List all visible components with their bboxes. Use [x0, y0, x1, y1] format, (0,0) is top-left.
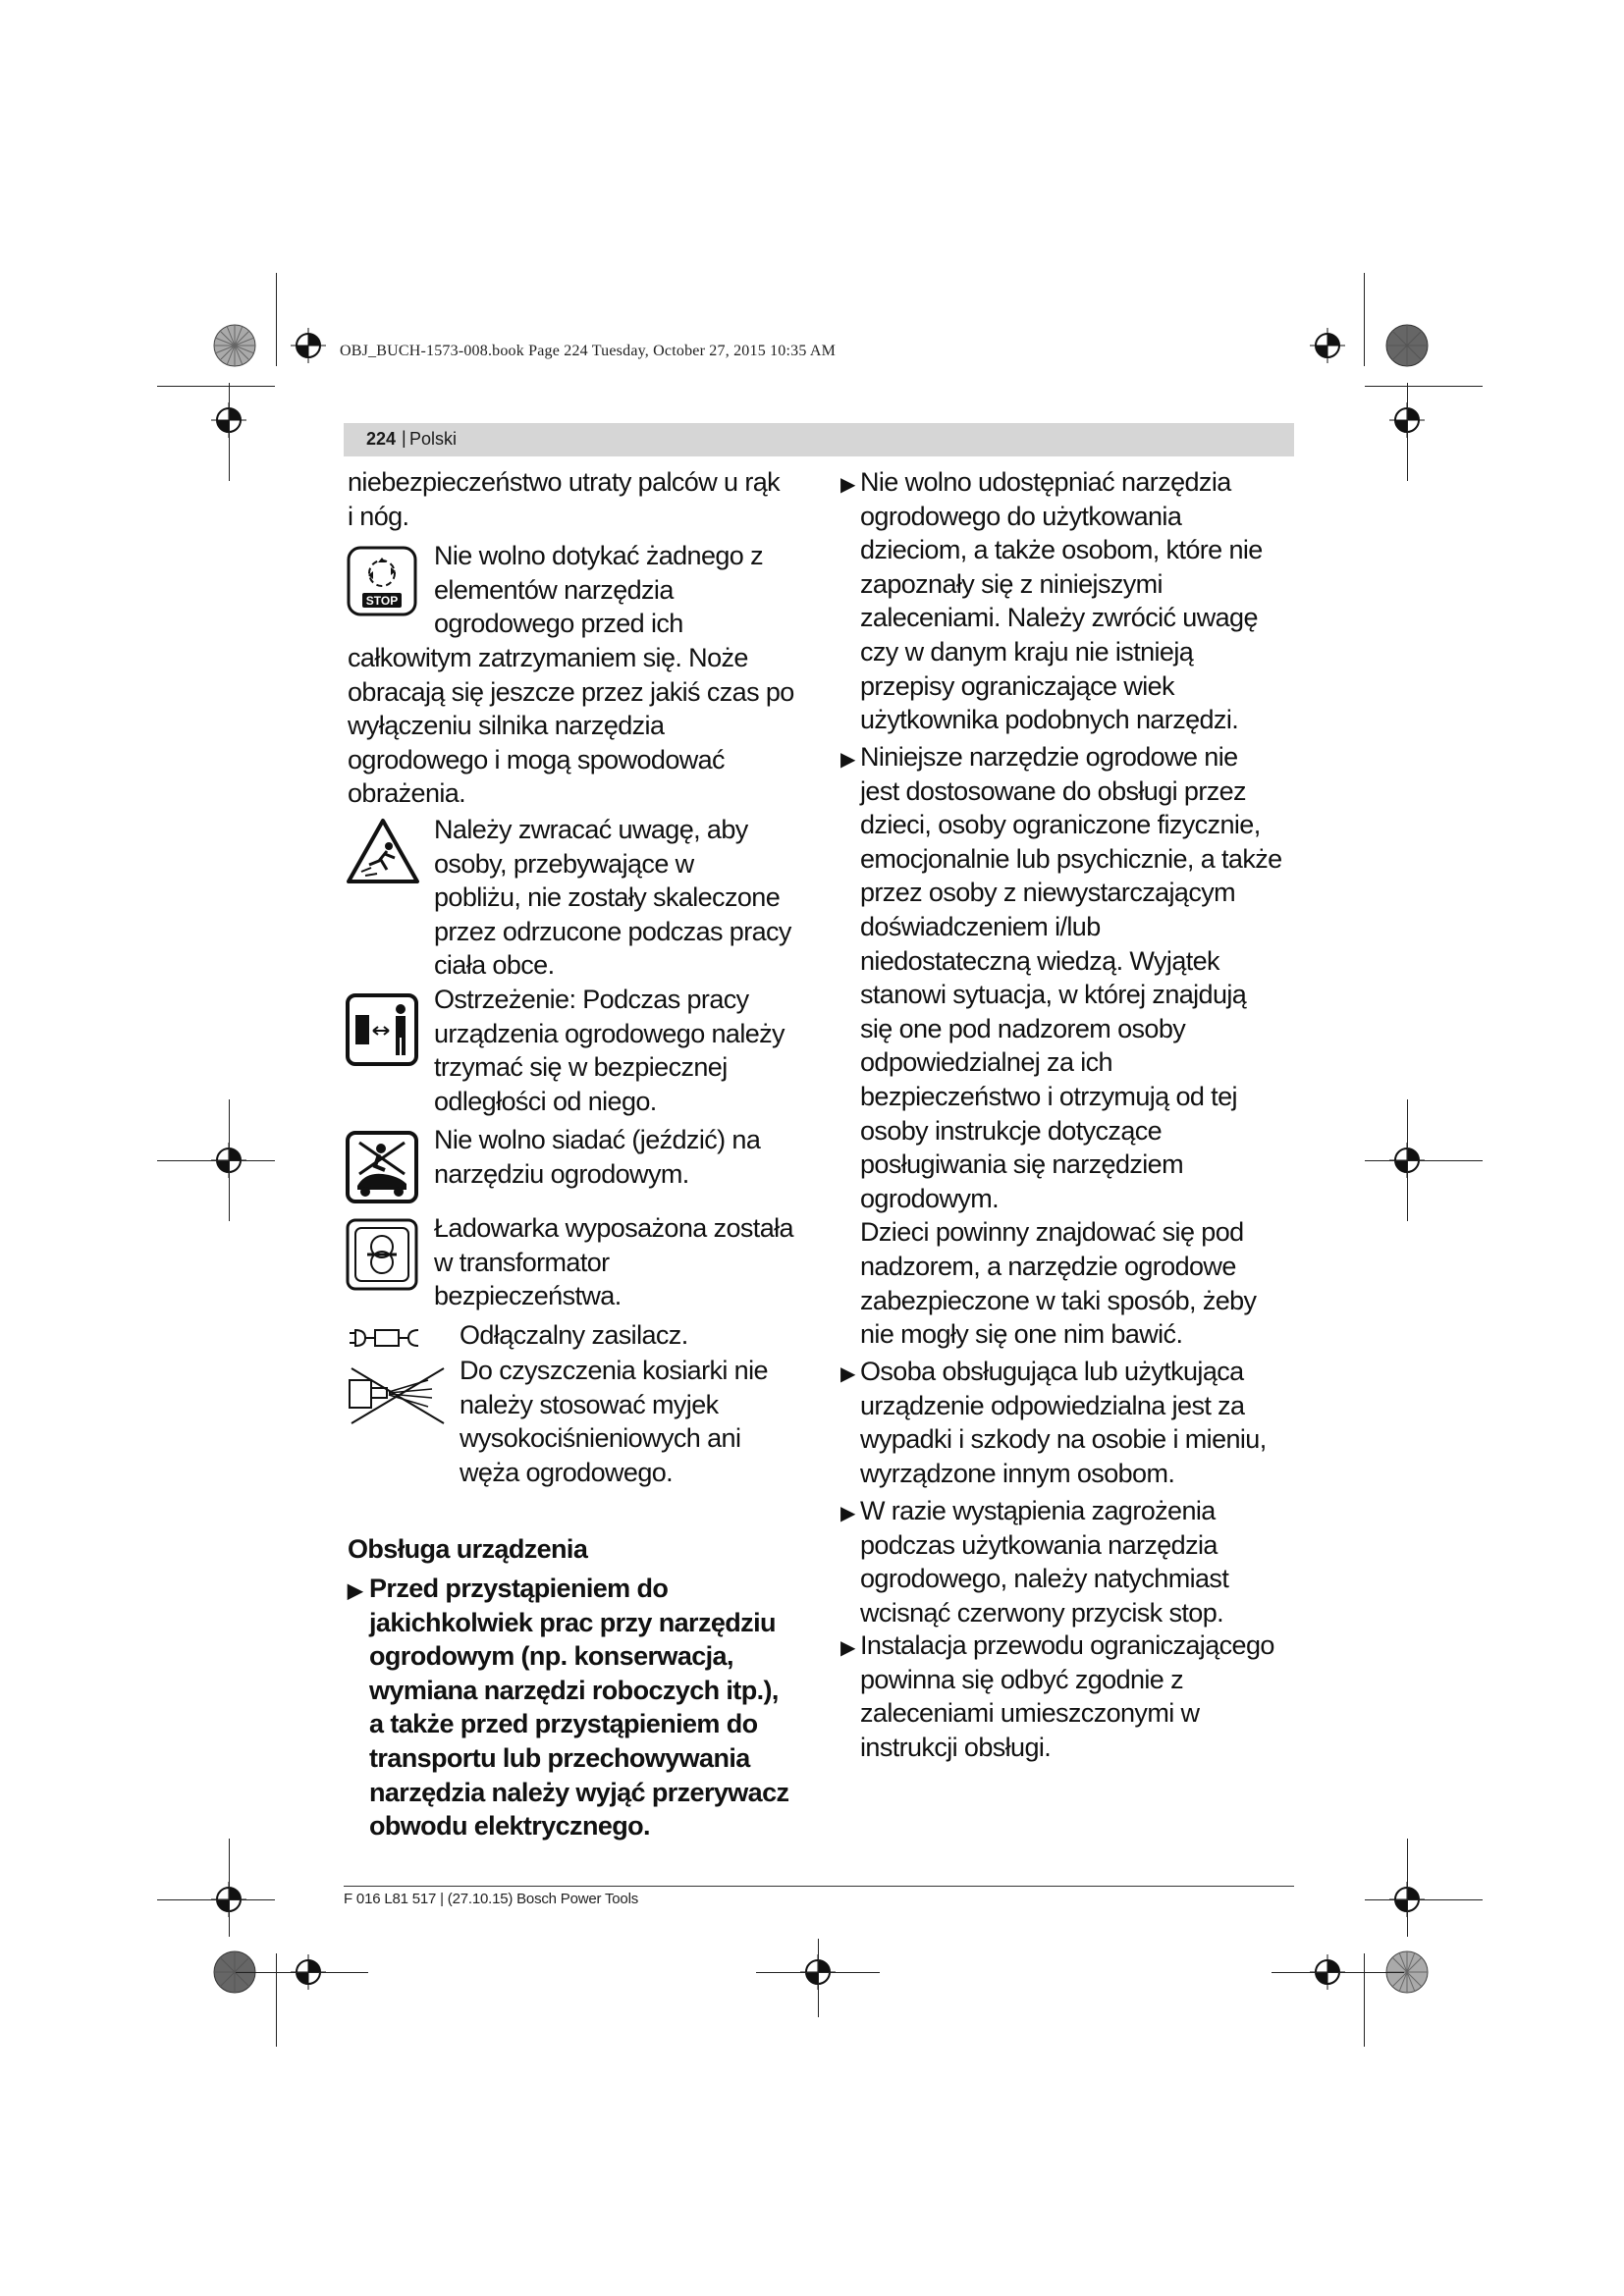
no-riding-icon [346, 1131, 418, 1208]
bullet-text-capabilities: Niniejsze narzędzie ogrodowe nie jest dostosowane do obsługi przez dzieci, osoby ograniczone fizycznie, emocjonalnie lub psychicznie, a także przez osoby z niewystarczającym doświadczeniem i/lub niedostateczną wiedzą. Wyjątek stanowi sytuacja, w której znajdują się one pod nadzorem osoby odpowiedzialnej za ich bezpieczeństwo i otrzymują od tej osoby instrukcje dotyczące posługiwania się narzędziem ogrodowym. Dzieci powinny znajdować się pod nadzorem, a narzędzie ogrodowe zabezpieczone w taki sposób, żeby nie mogły się one nim bawić. [860, 742, 1282, 1350]
svg-text:STOP: STOP [365, 594, 399, 608]
bold-bullet-text: Przed przystąpieniem do jakichkolwiek prac przy narzędziu ogrodowym (np. konserwacja, wymiana narzędzi roboczych itp.), a także przed przystąpieniem do transportu lub przechowywania narzędzia należy wyjąć przerywacz obwodu elektrycznego. [369, 1574, 789, 1842]
no-pressure-washer-icon [346, 1362, 454, 1436]
stop-warning-text-a: Nie wolno dotykać żadnego z elementów narzędzia ogrodowego przed ich [434, 541, 764, 639]
bullet-text-responsibility: Osoba obsługująca lub użytkująca urządzenie odpowiedzialna jest za wypadki i szkody na osobie i mieniu, wyrządzone innym osobom. [860, 1357, 1267, 1488]
bullet-marker: ▶ [840, 1503, 855, 1524]
color-wheel-icon [212, 323, 257, 368]
safe-distance-text: Ostrzeżenie: Podczas pracy urządzenia ogrodowego należy trzymać się w bezpiecznej odległości od niego. [434, 985, 785, 1116]
page-header [344, 423, 1294, 456]
stop-blades-icon [347, 546, 417, 621]
footer-rule [344, 1886, 1294, 1887]
thrown-objects-text: Należy zwracać uwagę, aby osoby, przebywające w pobliżu, nie zostały skaleczone przez odrzucone podczas pracy ciała obce. [434, 815, 791, 981]
detachable-supply-text: Odłączalny zasilacz. [460, 1320, 688, 1350]
bold-bullet-marker: ▶ [348, 1580, 362, 1602]
detachable-power-supply-icon [346, 1325, 428, 1356]
print-slug: OBJ_BUCH-1573-008.book Page 224 Tuesday, October 27, 2015 10:35 AM [340, 343, 837, 359]
bullet-text-emergency: W razie wystąpienia zagrożenia podczas użytkowania narzędzia ogrodowego, należy natychmiast wcisnąć czerwony przycisk stop. [860, 1496, 1229, 1628]
bullet-text-children: Nie wolno udostępniać narzędzia ogrodowego do użytkowania dzieciom, a także osobom, które nie zapoznały się z niniejszymi zaleceniami. Należy zwrócić uwagę czy w danym kraju nie istnieją przepisy ograniczające wiek użytkownika podobnych narzędzi. [860, 467, 1263, 735]
header-language: Polski [409, 429, 458, 449]
crosshair-icon [291, 328, 326, 363]
bullet-marker: ▶ [840, 474, 855, 496]
bullet-marker: ▶ [840, 749, 855, 771]
safe-distance-icon [346, 993, 418, 1071]
header-separator: | [402, 428, 406, 448]
safety-transformer-icon [346, 1218, 418, 1296]
section-heading: Obsługa urządzenia [348, 1534, 588, 1564]
bullet-marker: ▶ [840, 1363, 855, 1385]
bullet-text-boundary-wire: Instalacja przewodu ograniczającego powinna się odbyć zgodnie z zaleceniami umieszczonymi w instrukcji obsługi. [860, 1630, 1274, 1762]
no-riding-text: Nie wolno siadać (jeździć) na narzędziu ogrodowym. [434, 1125, 761, 1189]
bullet-marker: ▶ [840, 1637, 855, 1659]
crosshair-icon [1310, 328, 1345, 363]
pressure-washer-text: Do czyszczenia kosiarki nie należy stosować myjek wysokociśnieniowych ani węża ogrodowego. [460, 1356, 768, 1487]
page-number: 224 [366, 429, 397, 449]
intro-text: niebezpieczeństwo utraty palców u rąk i nóg. [348, 467, 781, 531]
gray-wheel-icon [1384, 323, 1430, 368]
transformer-text: Ładowarka wyposażona została w transformator bezpieczeństwa. [434, 1213, 793, 1311]
footer-text: F 016 L81 517 | (27.10.15) Bosch Power Tools [344, 1891, 639, 1907]
thrown-objects-warning-icon [346, 817, 420, 890]
stop-warning-text-b: całkowitym zatrzymaniem się. Noże obracają się jeszcze przez jakiś czas po wyłączeniu silnika narzędzia ogrodowego i mogą spowodować obrażenia. [348, 643, 794, 809]
